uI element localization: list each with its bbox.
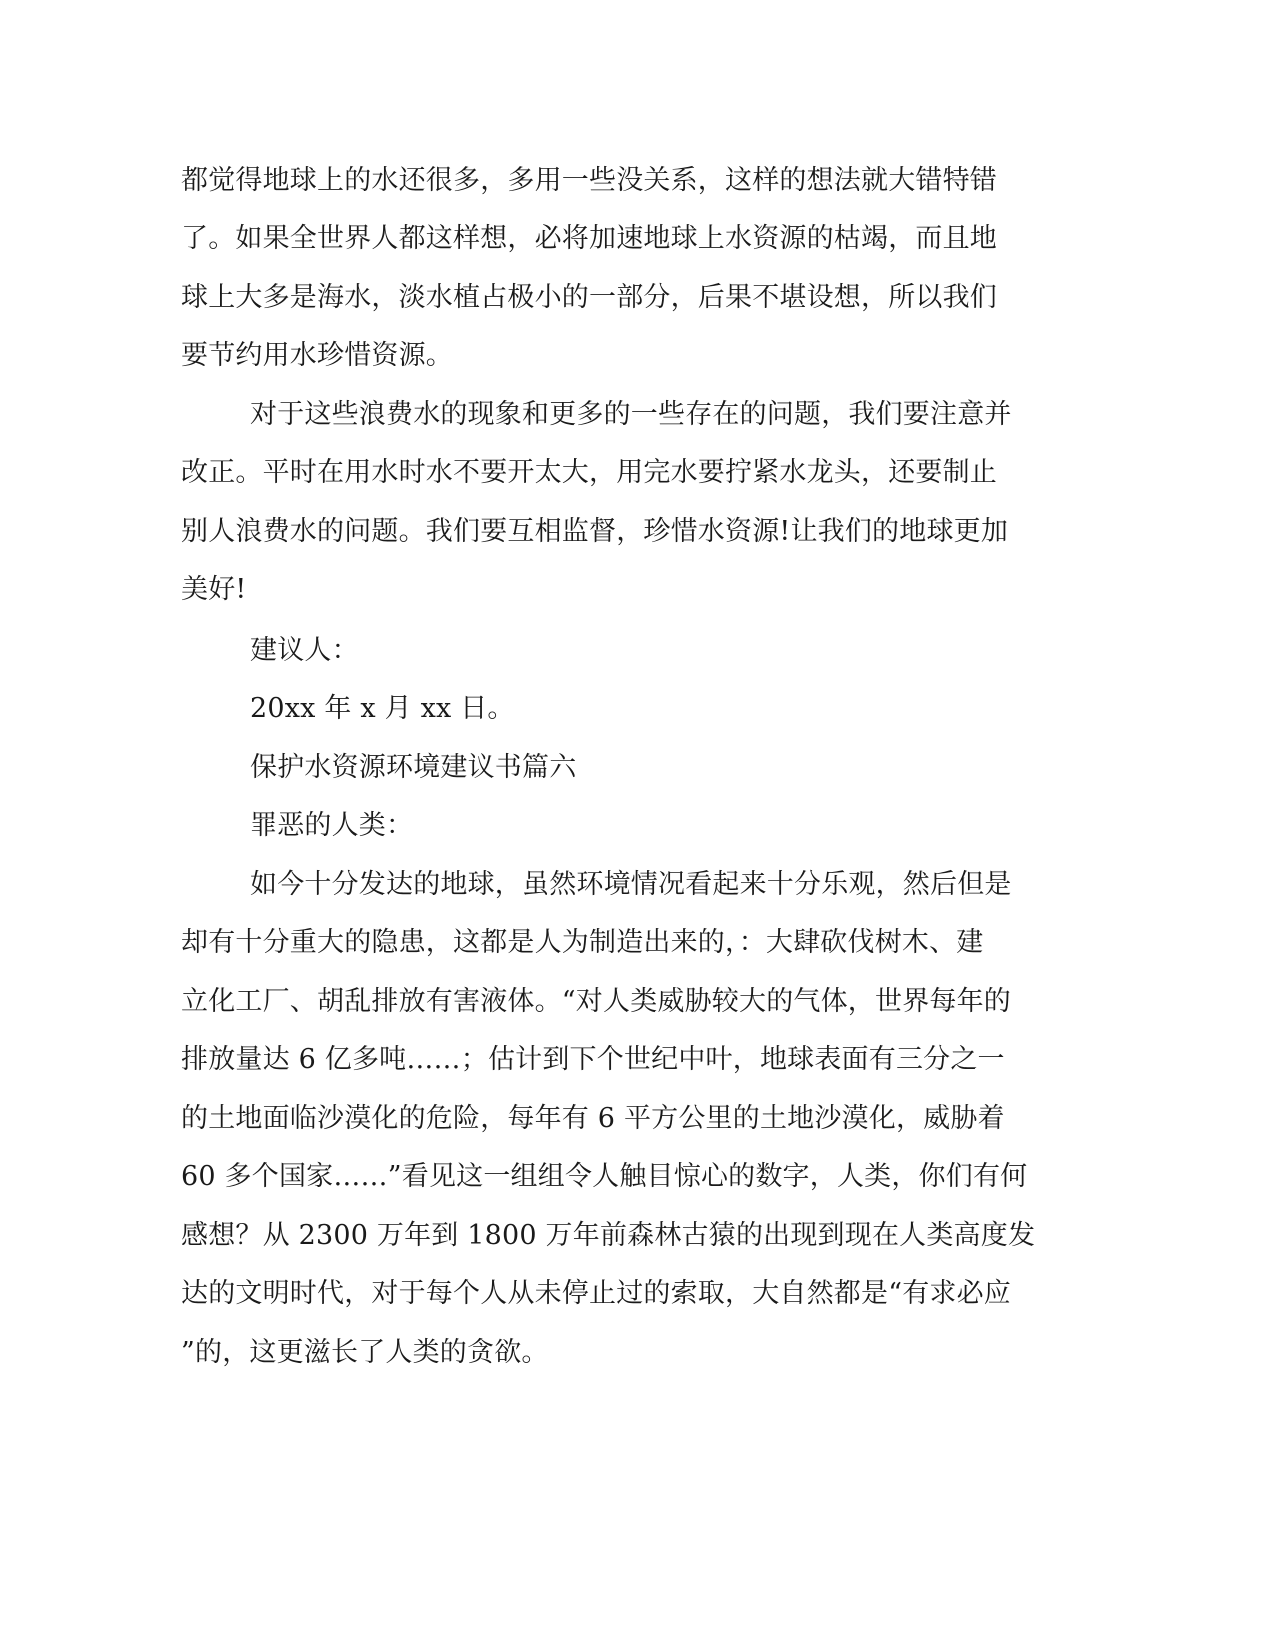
paragraph-2-line-2: 改正。平时在用水时水不要开太大，用完水要拧紧水龙头，还要制止 — [181, 457, 997, 488]
paragraph-3-line-7: 感想？从 2300 万年到 1800 万年前森林古猿的出现到现在人类高度发 — [181, 1220, 1036, 1251]
paragraph-2-line-4: 美好! — [181, 574, 247, 605]
date-line: 20xx 年 x 月 xx 日。 — [250, 693, 515, 724]
salutation: 罪恶的人类： — [250, 810, 414, 841]
paragraph-2-line-3: 别人浪费水的问题。我们要互相监督，珍惜水资源!让我们的地球更加 — [181, 516, 1009, 547]
paragraph-3-line-3: 立化工厂、胡乱排放有害液体。“对人类威胁较大的气体，世界每年的 — [181, 986, 1012, 1017]
paragraph-3-line-2: 却有十分重大的隐患，这都是人为制造出来的，：大肆砍伐树木、建 — [181, 927, 984, 958]
paragraph-3-line-1: 如今十分发达的地球，虽然环境情况看起来十分乐观，然后但是 — [250, 869, 1012, 900]
paragraph-1-line-4: 要节约用水珍惜资源。 — [181, 340, 453, 371]
paragraph-2-line-1: 对于这些浪费水的现象和更多的一些存在的问题，我们要注意并 — [250, 399, 1012, 430]
paragraph-1-line-2: 了。如果全世界人都这样想，必将加速地球上水资源的枯竭，而且地 — [181, 223, 997, 254]
section-title: 保护水资源环境建议书篇六 — [250, 752, 577, 783]
paragraph-1-line-1: 都觉得地球上的水还很多，多用一些没关系，这样的想法就大错特错 — [181, 165, 997, 196]
paragraph-3-line-5: 的土地面临沙漠化的危险，每年有 6 平方公里的土地沙漠化，威胁着 — [181, 1103, 1005, 1134]
paragraph-3-line-9: ”的，这更滋长了人类的贪欲。 — [181, 1337, 549, 1368]
paragraph-3-line-6: 60 多个国家……”看见这一组组令人触目惊心的数字，人类，你们有何 — [181, 1161, 1028, 1192]
signature-label: 建议人： — [250, 635, 359, 666]
paragraph-1-line-3: 球上大多是海水，淡水植占极小的一部分，后果不堪设想，所以我们 — [181, 282, 997, 313]
paragraph-3-line-4: 排放量达 6 亿多吨……；估计到下个世纪中叶，地球表面有三分之一 — [181, 1044, 1005, 1075]
paragraph-3-line-8: 达的文明时代，对于每个人从未停止过的索取，大自然都是“有求必应 — [181, 1278, 1012, 1309]
